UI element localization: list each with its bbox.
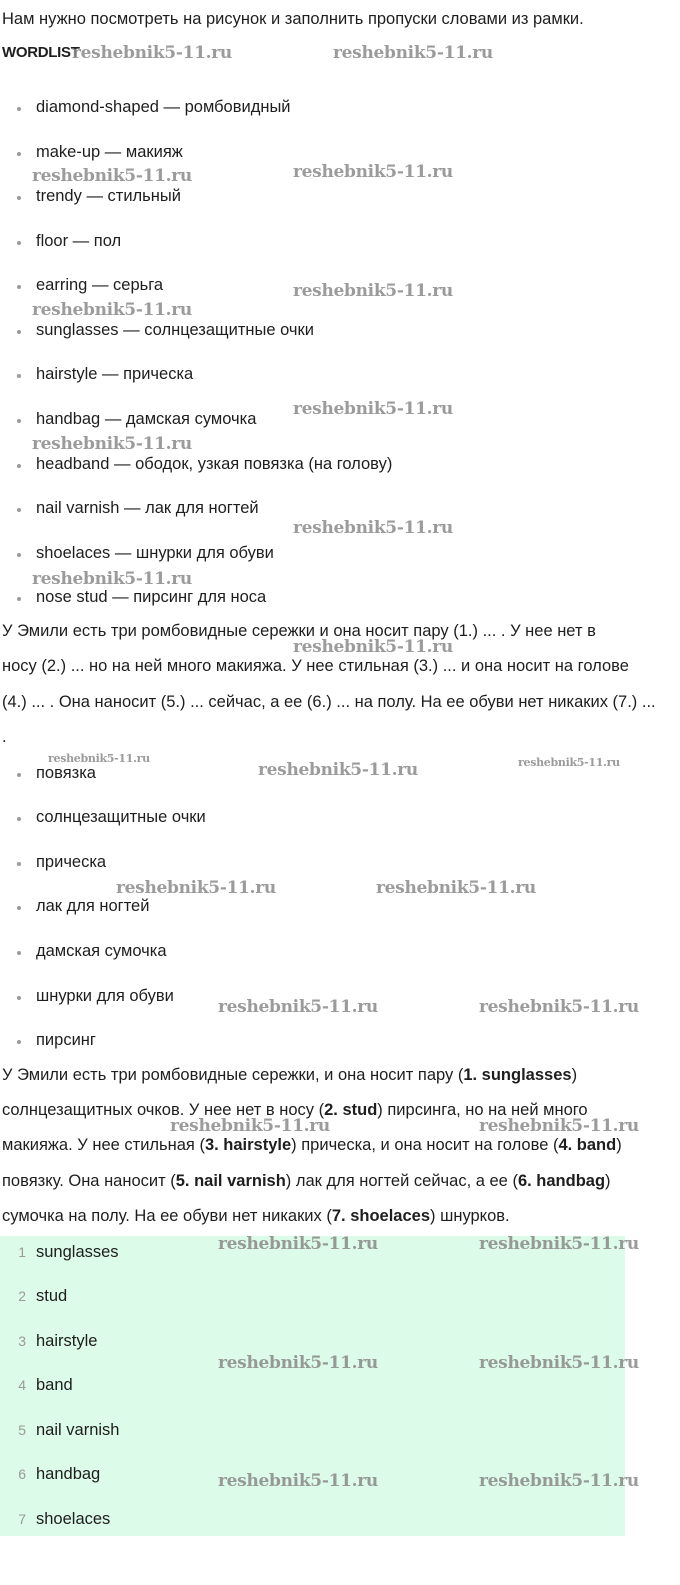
answer-highlight: 4. band: [558, 1136, 617, 1154]
bullet-icon: [17, 817, 21, 821]
bullet-icon: [17, 107, 21, 111]
answer-line: сумочка на полу. На ее обуви нет никаких (7. shoelaces) шнурков.: [2, 1207, 510, 1225]
wordlist-heading: WORDLIST: [2, 44, 80, 61]
answer-highlight: 6. handbag: [517, 1172, 606, 1190]
list-item: 7 shoelaces: [18, 1510, 111, 1528]
watermark: reshebnik5-11.ru: [479, 1116, 639, 1136]
bullet-icon: [17, 906, 21, 910]
watermark: reshebnik5-11.ru: [218, 997, 378, 1017]
task-line: носу (2.) ... но на ней много макияжа. У нее стильная (3.) ... и она носит на голове: [2, 657, 629, 675]
list-item: 3 hairstyle: [18, 1332, 98, 1350]
bullet-icon: [17, 773, 21, 777]
watermark: reshebnik5-11.ru: [116, 878, 276, 898]
bullet-icon: [17, 374, 21, 378]
bullet-icon: [17, 553, 21, 557]
answer-highlight: 2. stud: [324, 1101, 378, 1119]
bullet-icon: [17, 330, 21, 334]
watermark: reshebnik5-11.ru: [293, 637, 453, 657]
watermark: reshebnik5-11.ru: [376, 878, 536, 898]
watermark: reshebnik5-11.ru: [479, 1471, 639, 1491]
bullet-icon: [17, 464, 21, 468]
watermark: reshebnik5-11.ru: [333, 43, 493, 63]
watermark: reshebnik5-11.ru: [48, 752, 150, 765]
task-line: У Эмили есть три ромбовидные сережки и она носит пару (1.) ... . У нее нет в: [2, 622, 596, 640]
bullet-icon: [17, 152, 21, 156]
watermark: reshebnik5-11.ru: [293, 399, 453, 419]
watermark: reshebnik5-11.ru: [479, 997, 639, 1017]
watermark: reshebnik5-11.ru: [218, 1471, 378, 1491]
bullet-icon: [17, 508, 21, 512]
watermark: reshebnik5-11.ru: [32, 300, 192, 320]
list-item: 2 stud: [18, 1287, 68, 1305]
answer-highlight: 3. hairstyle: [204, 1136, 292, 1154]
answer-highlight: 1. sunglasses: [463, 1066, 572, 1084]
bullet-icon: [17, 996, 21, 1000]
answer-line: солнцезащитных очков. У нее нет в носу (2. stud) пирсинга, но на ней много: [2, 1101, 588, 1119]
watermark: reshebnik5-11.ru: [293, 162, 453, 182]
bullet-icon: [17, 241, 21, 245]
watermark: reshebnik5-11.ru: [32, 166, 192, 186]
watermark: reshebnik5-11.ru: [518, 756, 620, 769]
bullet-icon: [17, 597, 21, 601]
watermark: reshebnik5-11.ru: [293, 281, 453, 301]
bullet-icon: [17, 951, 21, 955]
answer-line: У Эмили есть три ромбовидные сережки, и она носит пару (1. sunglasses): [2, 1066, 578, 1084]
watermark: reshebnik5-11.ru: [479, 1234, 639, 1254]
bullet-icon: [17, 285, 21, 289]
task-line: (4.) ... . Она наносит (5.) ... сейчас, а ее (6.) ... на полу. На ее обуви нет никаких (7.) ...: [2, 693, 656, 711]
list-item: 1 sunglasses: [18, 1243, 119, 1261]
intro-text: Нам нужно посмотреть на рисунок и заполнить пропуски словами из рамки.: [2, 10, 584, 28]
answer-line: повязку. Она наносит (5. nail varnish) лак для ногтей сейчас, а ее (6. handbag): [2, 1172, 611, 1190]
watermark: reshebnik5-11.ru: [258, 760, 418, 780]
bullet-icon: [17, 196, 21, 200]
answer-highlight: 5. nail varnish: [175, 1172, 286, 1190]
watermark: reshebnik5-11.ru: [293, 518, 453, 538]
answer-line: макияжа. У нее стильная (3. hairstyle) прическа, и она носит на голове (4. band): [2, 1136, 622, 1154]
bullet-icon: [17, 862, 21, 866]
watermark: reshebnik5-11.ru: [32, 434, 192, 454]
task-line: .: [2, 728, 7, 746]
bullet-icon: [17, 1040, 21, 1044]
watermark: reshebnik5-11.ru: [218, 1353, 378, 1373]
bullet-icon: [17, 419, 21, 423]
answer-box: [0, 1236, 625, 1536]
list-item: 6 handbag: [18, 1465, 101, 1483]
list-item: 5 nail varnish: [18, 1421, 120, 1439]
watermark: reshebnik5-11.ru: [170, 1116, 330, 1136]
answer-highlight: 7. shoelaces: [331, 1207, 431, 1225]
watermark: reshebnik5-11.ru: [72, 43, 232, 63]
list-item: 4 band: [18, 1376, 73, 1394]
watermark: reshebnik5-11.ru: [479, 1353, 639, 1373]
watermark: reshebnik5-11.ru: [218, 1234, 378, 1254]
watermark: reshebnik5-11.ru: [32, 569, 192, 589]
